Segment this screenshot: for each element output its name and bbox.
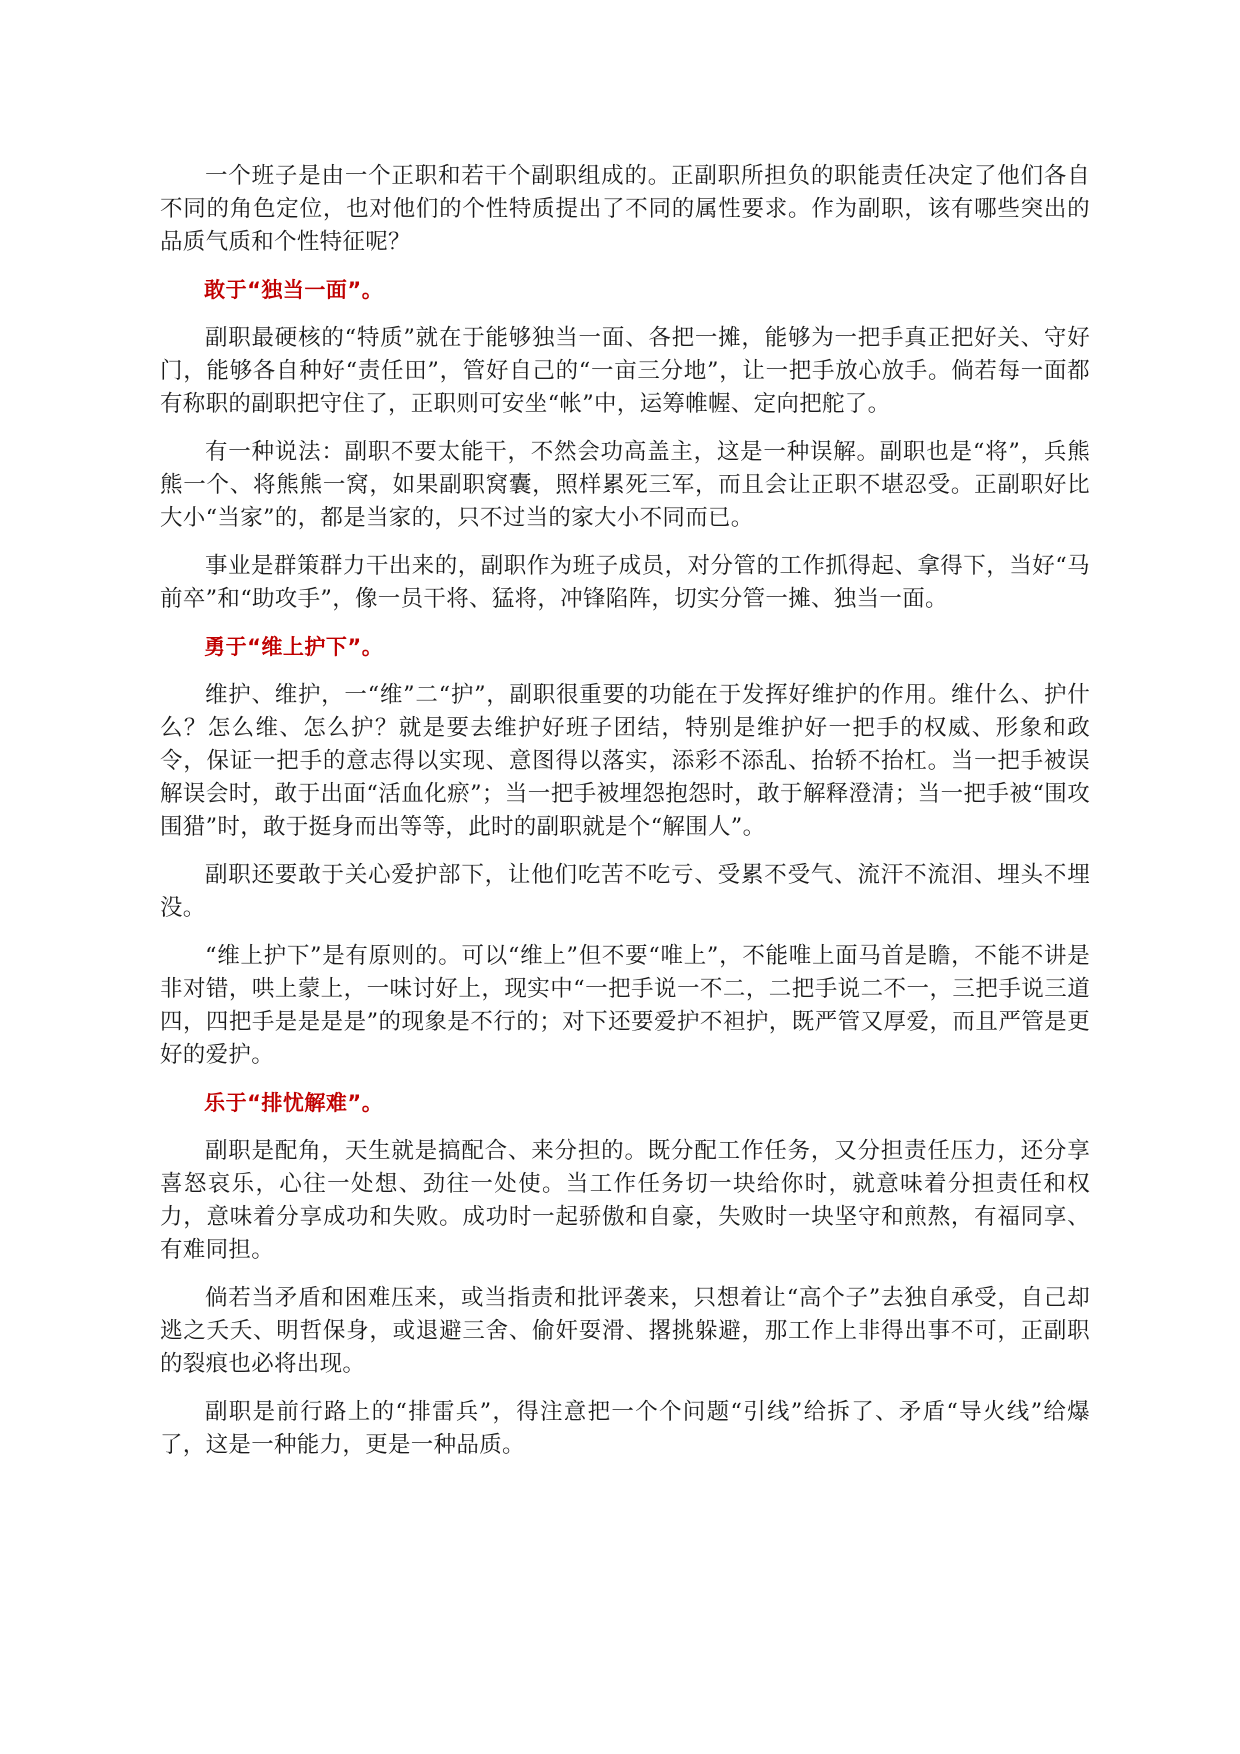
paragraph: 副职是配角，天生就是搞配合、来分担的。既分配工作任务，又分担责任压力，还分享喜怒哀乐，心往一处想、劲往一处使。当工作任务切一块给你时，就意味着分担责任和权力，意味着分享成功和失败。成功时一起骄傲和自豪，失败时一块坚守和煎熬，有福同享、有难同担。 bbox=[160, 1138, 1090, 1263]
paragraph: “维上护下”是有原则的。可以“维上”但不要“唯上”，不能唯上面马首是瞻，不能不讲是非对错，哄上蒙上，一味讨好上，现实中“一把手说一不二，二把手说二不一，三把手说三道四，四把手是是是是”的现象是不行的；对下还要爱护不袒护，既严管又厚爱，而且严管是更好的爱护。 bbox=[160, 943, 1090, 1068]
section-heading-independent: 敢于“独当一面”。 bbox=[204, 278, 384, 302]
paragraph-intro: 一个班子是由一个正职和若干个副职组成的。正副职所担负的职能责任决定了他们各自不同的角色定位，也对他们的个性特质提出了不同的属性要求。作为副职，该有哪些突出的品质气质和个性特征呢？ bbox=[160, 163, 1090, 255]
paragraph: 有一种说法：副职不要太能干，不然会功高盖主，这是一种误解。副职也是“将”，兵熊熊一个、将熊熊一窝，如果副职窝囊，照样累死三军，而且会让正职不堪忍受。正副职好比大小“当家”的，都是当家的，只不过当的家大小不同而已。 bbox=[160, 439, 1090, 531]
paragraph: 维护、维护，一“维”二“护”，副职很重要的功能在于发挥好维护的作用。维什么、护什么？怎么维、怎么护？就是要去维护好班子团结，特别是维护好一把手的权威、形象和政令，保证一把手的意志得以实现、意图得以落实，添彩不添乱、抬轿不抬杠。当一把手被误解误会时，敢于出面“活血化瘀”；当一把手被埋怨抱怨时，敢于解释澄清；当一把手被“围攻围猎”时，敢于挺身而出等等，此时的副职就是个“解围人”。 bbox=[160, 682, 1090, 840]
section-heading-relieve: 乐于“排忧解难”。 bbox=[204, 1091, 384, 1115]
paragraph: 倘若当矛盾和困难压来，或当指责和批评袭来，只想着让“高个子”去独自承受，自己却逃之夭夭、明哲保身，或退避三舍、偷奸耍滑、撂挑躲避，那工作上非得出事不可，正副职的裂痕也必将出现。 bbox=[160, 1285, 1090, 1377]
document-page bbox=[160, 160, 1090, 1477]
paragraph: 事业是群策群力干出来的，副职作为班子成员，对分管的工作抓得起、拿得下，当好“马前卒”和“助攻手”，像一员干将、猛将，冲锋陷阵，切实分管一摊、独当一面。 bbox=[160, 553, 1090, 612]
paragraph: 副职还要敢于关心爱护部下，让他们吃苦不吃亏、受累不受气、流汗不流泪、埋头不埋没。 bbox=[160, 862, 1090, 921]
paragraph: 副职最硬核的“特质”就在于能够独当一面、各把一摊，能够为一把手真正把好关、守好门，能够各自种好“责任田”，管好自己的“一亩三分地”，让一把手放心放手。倘若每一面都有称职的副职把守住了，正职则可安坐“帐”中，运筹帷幄、定向把舵了。 bbox=[160, 325, 1090, 417]
paragraph: 副职是前行路上的“排雷兵”，得注意把一个个问题“引线”给拆了、矛盾“导火线”给爆了，这是一种能力，更是一种品质。 bbox=[160, 1399, 1090, 1458]
section-heading-uphold: 勇于“维上护下”。 bbox=[204, 635, 384, 659]
